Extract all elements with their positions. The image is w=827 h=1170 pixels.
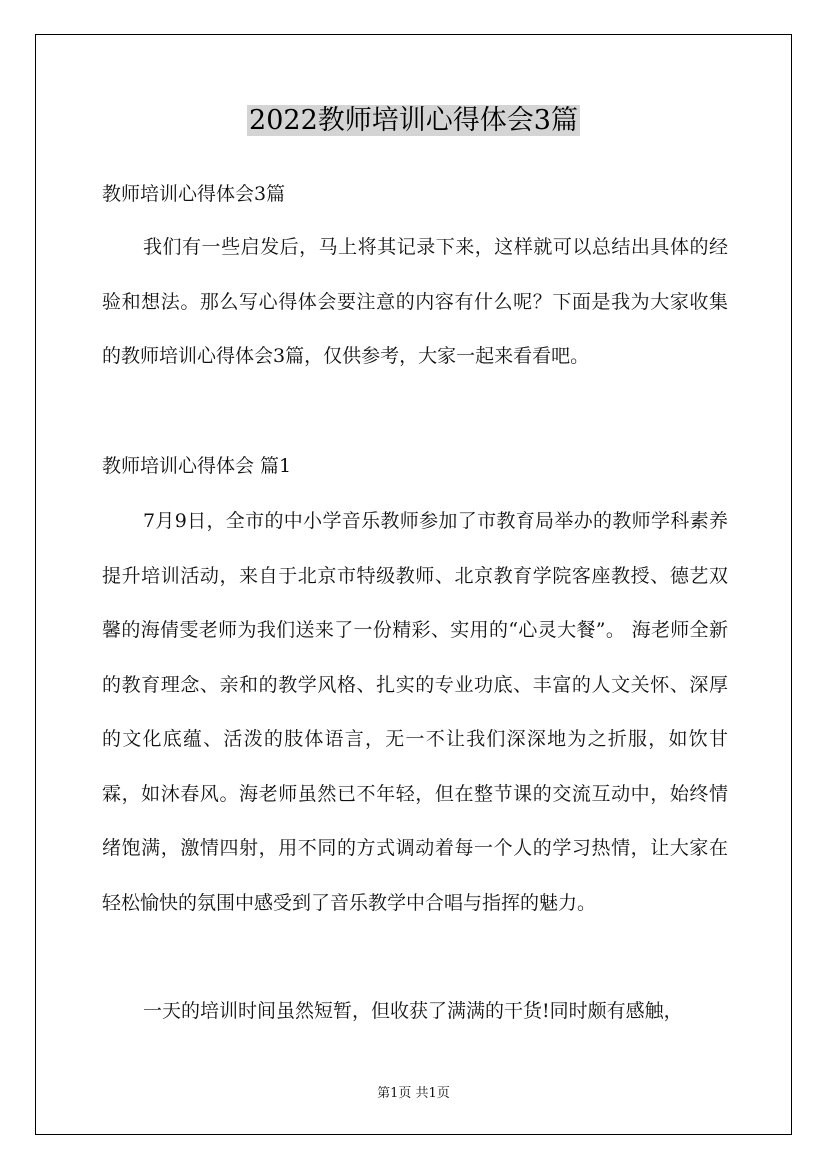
- section-heading: 教师培训心得体会 篇1: [102, 455, 292, 477]
- document-title-text: 2022教师培训心得体会3篇: [249, 105, 578, 136]
- document-subtitle: 教师培训心得体会3篇: [102, 183, 286, 205]
- body-paragraph-2: 一天的培训时间虽然短暂，但收获了满满的干货!同时颇有感触，: [143, 1000, 683, 1022]
- document-title: [0, 98, 827, 144]
- body-paragraph-1: 7月9日，全市的中小学音乐教师参加了市教育局举办的教师学科素养提升培训活动，来自于北京市特级教师、北京教育学院客座教授、德艺双馨的海倩雯老师为我们送来了一份精彩、实用的“心灵大餐”。 海老师全新的教育理念、亲和的教学风格、扎实的专业功底、丰富的人文关怀、深厚的文化底蕴、活泼的肢体语言，无一不让我们深深地为之折服，如饮甘霖，如沐春风。海老师虽然已不年轻，但在整节课的交流互动中，始终情绪饱满，激情四射，用不同的方式调动着每一个人的学习热情，让大家在轻松愉快的氛围中感受到了音乐教学中合唱与指挥的魅力。: [102, 510, 728, 914]
- page-footer: 第1页 共1页: [377, 1086, 450, 1101]
- intro-paragraph: 我们有一些启发后，马上将其记录下来，这样就可以总结出具体的经验和想法。那么写心得体会要注意的内容有什么呢？下面是我为大家收集的教师培训心得体会3篇，仅供参考，大家一起来看看吧。: [102, 236, 728, 367]
